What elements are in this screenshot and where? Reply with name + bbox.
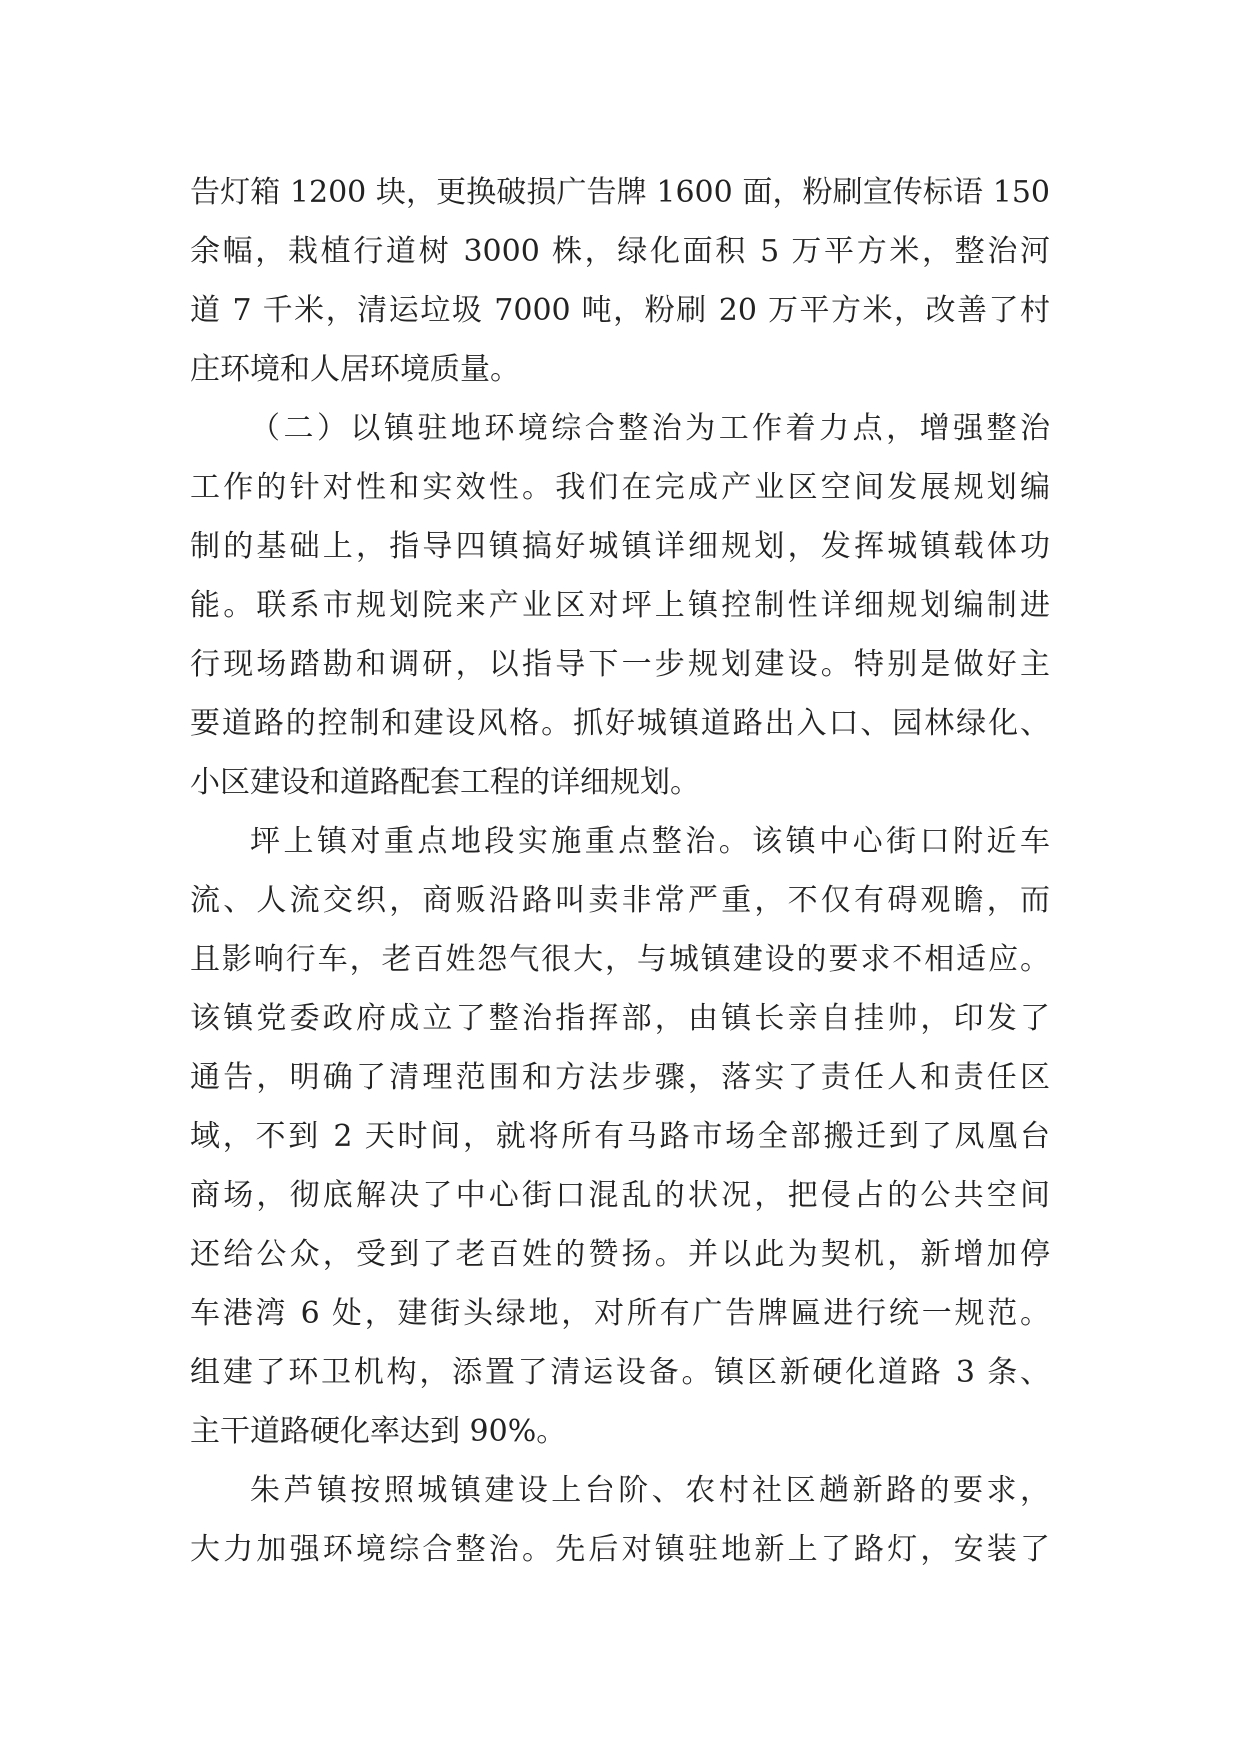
text-line: 大力加强环境综合整治。先后对镇驻地新上了路灯，安装了	[190, 1532, 1050, 1567]
text-line: 制的基础上，指导四镇搞好城镇详细规划，发挥城镇载体功	[190, 529, 1050, 564]
text-line: 告灯箱 1200 块，更换破损广告牌 1600 面，粉刷宣传标语 150	[190, 175, 1050, 210]
text-line: 工作的针对性和实效性。我们在完成产业区空间发展规划编	[190, 470, 1050, 505]
text-line: 庄环境和人居环境质量。	[190, 352, 520, 387]
text-line: 车港湾 6 处，建街头绿地，对所有广告牌匾进行统一规范。	[190, 1296, 1050, 1331]
text-line: 还给公众，受到了老百姓的赞扬。并以此为契机，新增加停	[190, 1237, 1050, 1272]
text-line: 行现场踏勘和调研，以指导下一步规划建设。特别是做好主	[190, 647, 1050, 682]
text-line: 流、人流交织，商贩沿路叫卖非常严重，不仅有碍观瞻，而	[190, 883, 1050, 918]
text-line: 域，不到 2 天时间，就将所有马路市场全部搬迁到了凤凰台	[190, 1119, 1050, 1154]
text-line: 通告，明确了清理范围和方法步骤，落实了责任人和责任区	[190, 1060, 1050, 1095]
text-line: 小区建设和道路配套工程的详细规划。	[190, 765, 700, 800]
text-line: 坪上镇对重点地段实施重点整治。该镇中心街口附近车	[250, 824, 1050, 859]
text-line: 且影响行车，老百姓怨气很大，与城镇建设的要求不相适应。	[190, 942, 1050, 977]
document-body	[190, 163, 1050, 1579]
text-line: 能。联系市规划院来产业区对坪上镇控制性详细规划编制进	[190, 588, 1050, 623]
text-line: 朱芦镇按照城镇建设上台阶、农村社区趟新路的要求，	[250, 1473, 1050, 1508]
text-line: 余幅，栽植行道树 3000 株，绿化面积 5 万平方米，整治河	[190, 234, 1050, 269]
text-line: 该镇党委政府成立了整治指挥部，由镇长亲自挂帅，印发了	[190, 1001, 1050, 1036]
text-line: 要道路的控制和建设风格。抓好城镇道路出入口、园林绿化、	[190, 706, 1050, 741]
text-line: 组建了环卫机构，添置了清运设备。镇区新硬化道路 3 条、	[190, 1355, 1050, 1390]
text-line: 主干道路硬化率达到 90%。	[190, 1414, 567, 1449]
text-line: 商场，彻底解决了中心街口混乱的状况，把侵占的公共空间	[190, 1178, 1050, 1213]
text-line: 道 7 千米，清运垃圾 7000 吨，粉刷 20 万平方米，改善了村	[190, 293, 1050, 328]
text-line: （二）以镇驻地环境综合整治为工作着力点，增强整治	[250, 411, 1050, 446]
